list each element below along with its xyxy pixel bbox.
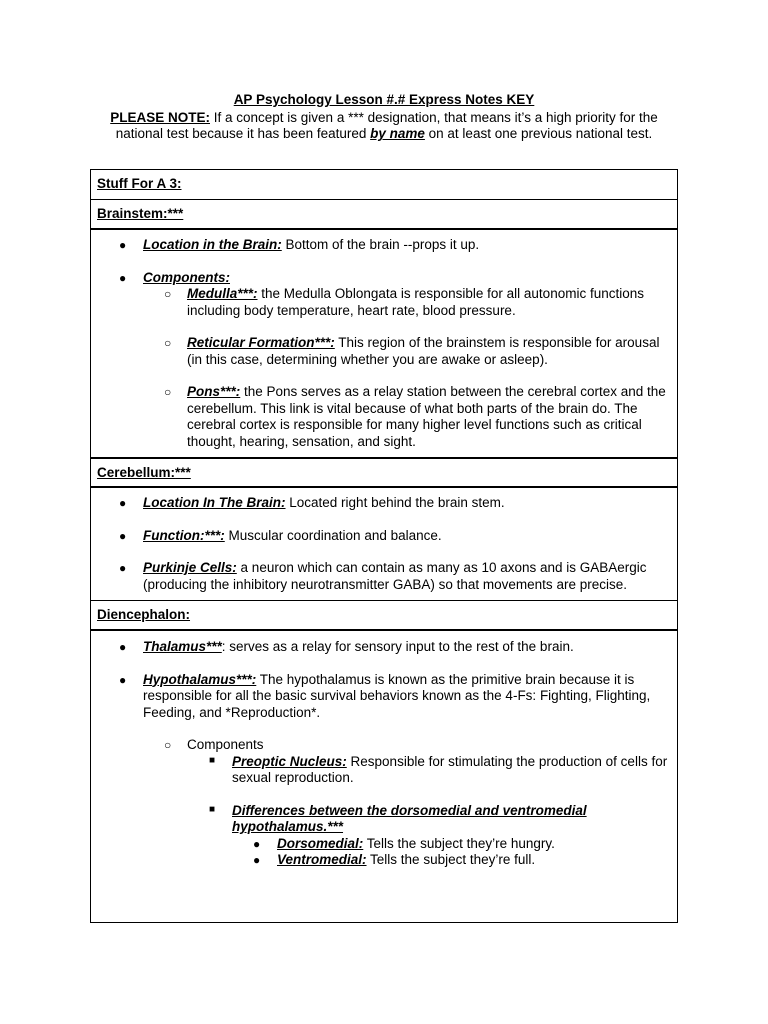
hollow-bullet-icon: ○	[164, 385, 172, 399]
list-item	[91, 384, 677, 450]
document-title: AP Psychology Lesson #.# Express Notes KEY	[233, 92, 535, 107]
term: Purkinje Cells:	[143, 560, 237, 575]
term: Hypothalamus***:	[143, 671, 257, 687]
note-text-2: national test because it has been featured	[115, 126, 371, 141]
square-bullet-icon: ■	[209, 803, 216, 815]
hollow-bullet-icon: ○	[164, 336, 172, 350]
term: Location In The Brain:	[143, 495, 286, 510]
description: Responsible for stimulating the production of cells for sexual reproduction.	[232, 753, 668, 785]
note-text-1: If a concept is given a *** designation, that means it’s a high priority for the	[210, 109, 658, 125]
list-item	[91, 237, 677, 254]
hollow-bullet-icon: ○	[164, 738, 172, 752]
description: : serves as a relay for sensory input to the rest of the brain.	[221, 639, 574, 654]
list-item	[91, 754, 677, 787]
note-text-3: on at least one previous national test.	[424, 126, 653, 141]
list-item	[91, 737, 677, 754]
table-heading-text: Stuff For A 3:	[97, 176, 182, 191]
brainstem-heading	[91, 200, 677, 230]
term: Pons***:	[187, 384, 241, 399]
bullet-icon: ●	[119, 496, 127, 510]
term: Reticular Formation***:	[187, 335, 335, 350]
priority-note	[0, 110, 768, 143]
list-item	[91, 270, 677, 287]
description: Tells the subject they’re full.	[366, 852, 536, 867]
list-item	[91, 672, 677, 722]
bullet-icon: ●	[119, 270, 127, 285]
description: Muscular coordination and balance.	[224, 527, 442, 543]
notes-table	[90, 169, 678, 923]
term: Differences between the dorsomedial and ventromedial hypothalamus.***	[232, 802, 587, 834]
term: Thalamus***	[143, 639, 222, 654]
description: a neuron which can contain as many as 10 axons and is GABAergic (producing the inhibitory neurotransmitter GABA) so that movements are precise.	[143, 560, 647, 592]
bullet-icon: ●	[119, 672, 127, 687]
note-label: PLEASE NOTE:	[110, 109, 210, 125]
term: Function:***:	[143, 527, 225, 543]
description: the Pons serves as a relay station between the cerebral cortex and the cerebellum. This link is vital because of what both parts of the brain do. The cerebral cortex is responsible for many higher level functions such as critical thought, hearing, sensation, and sight.	[187, 384, 666, 449]
list-item	[91, 639, 677, 656]
hollow-bullet-icon: ○	[164, 287, 172, 301]
description: The hypothalamus is known as the primitive brain because it is responsible for all the basic survival behaviors known as the 4-Fs: Fighting, Flighting, Feeding, and *Reproduction*.	[143, 671, 651, 720]
list-item	[91, 803, 677, 836]
description: Tells the subject they’re hungry.	[363, 835, 555, 851]
term: Medulla***:	[187, 286, 258, 301]
list-item	[91, 286, 677, 319]
bullet-icon: ●	[119, 238, 127, 252]
bullet-icon: ●	[119, 640, 127, 654]
document-header	[0, 92, 768, 143]
term: Location in the Brain:	[143, 237, 282, 252]
brainstem-cell	[91, 230, 677, 458]
term: Ventromedial:	[277, 852, 367, 867]
cerebellum-stars: ***	[175, 465, 191, 480]
term: Preoptic Nucleus:	[232, 753, 347, 769]
description: Located right behind the brain stem.	[285, 495, 505, 510]
description: the Medulla Oblongata is responsible for all autonomic functions including body temperature, heart rate, blood pressure.	[187, 286, 644, 318]
description: Bottom of the brain --props it up.	[281, 237, 480, 252]
brainstem-heading-text: Brainstem:	[97, 206, 168, 221]
diencephalon-heading-text: Diencephalon:	[97, 607, 191, 622]
bullet-icon: ●	[119, 528, 127, 543]
bullet-icon: ●	[119, 561, 127, 575]
term: Dorsomedial:	[277, 835, 364, 851]
description: This region of the brainstem is responsible for arousal (in this case, determining whether you are awake or asleep).	[187, 335, 660, 367]
square-bullet-icon: ■	[209, 754, 216, 766]
cerebellum-heading	[91, 458, 677, 488]
note-emphasis: by name	[370, 126, 425, 141]
list-item	[91, 528, 677, 545]
bullet-icon: ●	[253, 836, 261, 851]
cerebellum-heading-text: Cerebellum:	[97, 465, 176, 480]
list-item	[91, 495, 677, 512]
diencephalon-heading	[91, 601, 677, 631]
list-item	[91, 335, 677, 368]
diencephalon-cell	[91, 631, 677, 869]
bullet-icon: ●	[253, 853, 261, 867]
cerebellum-cell	[91, 488, 677, 601]
table-heading	[91, 170, 677, 200]
list-item	[91, 560, 677, 593]
brainstem-stars: ***	[167, 206, 184, 221]
term: Components:	[143, 269, 230, 285]
list-item	[91, 852, 677, 869]
components-label: Components	[187, 737, 264, 752]
list-item	[91, 836, 677, 853]
